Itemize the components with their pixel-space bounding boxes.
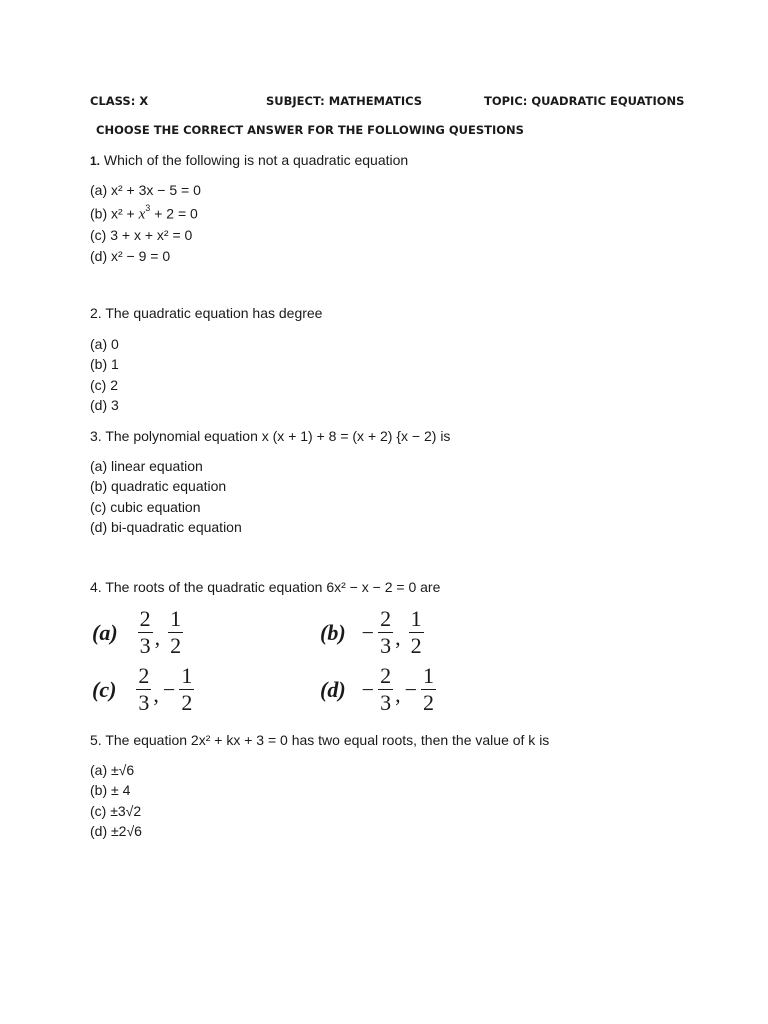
subject-label: SUBJECT: MATHEMATICS — [266, 94, 423, 108]
class-label: CLASS: X — [90, 94, 149, 108]
option-4c-comma: , — [153, 681, 159, 707]
option-4c — [92, 665, 195, 714]
option-4d-comma: , — [395, 681, 401, 707]
option-4b-den-2: 2 — [410, 633, 422, 658]
option-4a-comma: , — [154, 624, 161, 650]
option-4b-den-1: 3 — [380, 633, 392, 658]
option-4c-sign-2: − — [162, 676, 176, 702]
question-5-options — [90, 760, 142, 841]
option-4d-den-1: 3 — [380, 690, 392, 715]
option-4d-num-1: 2 — [380, 663, 392, 688]
option-1b-var: x — [138, 206, 146, 223]
option-5b: (b) ± 4 — [90, 782, 131, 799]
option-4c-num-1: 2 — [138, 663, 150, 688]
option-4b-label: (b) — [320, 619, 346, 645]
question-1-options — [90, 180, 201, 266]
option-4c-fraction-1 — [136, 665, 151, 714]
option-4d-sign-1: − — [361, 676, 375, 702]
option-4a-den-1: 3 — [139, 633, 151, 658]
option-1b-suffix: + 2 = 0 — [150, 205, 198, 222]
option-4a-fraction-2 — [168, 608, 183, 657]
question-2-text: 2. The quadratic equation has degree — [90, 305, 323, 321]
option-1b-prefix: (b) x² + — [90, 205, 139, 222]
option-5c: (c) ±3√2 — [90, 802, 142, 819]
option-4a-num-2: 1 — [170, 606, 182, 631]
option-4a-fraction-1 — [138, 608, 153, 657]
topic-label: TOPIC: QUADRATIC EQUATIONS — [484, 94, 685, 108]
option-5a: (a) ±√6 — [90, 762, 135, 778]
option-4d-label: (d) — [320, 676, 346, 702]
option-2c: (c) 2 — [90, 376, 118, 393]
question-5-text: 5. The equation 2x² + kx + 3 = 0 has two equal roots, then the value of k is — [90, 732, 550, 748]
option-4b-sign-1: − — [361, 619, 375, 645]
option-4b-comma: , — [395, 624, 401, 650]
question-4-text: 4. The roots of the quadratic equation 6x² − x − 2 = 0 are — [90, 579, 441, 595]
instruction-heading: CHOOSE THE CORRECT ANSWER FOR THE FOLLOWING QUESTIONS — [96, 123, 524, 137]
option-4a-label: (a) — [92, 619, 118, 645]
option-3c: (c) cubic equation — [90, 498, 201, 515]
option-4a — [92, 608, 184, 657]
option-2b: (b) 1 — [90, 356, 119, 373]
option-4c-num-2: 1 — [181, 663, 193, 688]
question-2-options — [90, 334, 119, 415]
option-3b: (b) quadratic equation — [90, 478, 227, 495]
option-4b — [320, 608, 425, 657]
option-4d-fraction-1 — [378, 665, 393, 714]
option-4c-fraction-2 — [179, 665, 194, 714]
option-4b-num-1: 2 — [380, 606, 392, 631]
option-3d: (d) bi-quadratic equation — [90, 518, 242, 535]
question-3-options — [90, 456, 242, 537]
question-1-text: Which of the following is not a quadratic equation — [103, 152, 409, 168]
option-4c-label: (c) — [92, 676, 117, 702]
option-1b-exponent: 3 — [145, 203, 151, 214]
option-2a: (a) 0 — [90, 336, 119, 352]
option-4b-num-2: 1 — [410, 606, 422, 631]
option-4a-num-1: 2 — [139, 606, 151, 631]
option-1c: (c) 3 + x + x² = 0 — [90, 227, 193, 244]
option-4d-den-2: 2 — [423, 690, 434, 715]
option-4d — [320, 665, 437, 714]
option-4c-den-1: 3 — [138, 690, 150, 715]
option-4c-den-2: 2 — [181, 690, 193, 715]
option-4b-fraction-1 — [378, 608, 393, 657]
option-3a: (a) linear equation — [90, 458, 203, 474]
question-1 — [90, 150, 408, 171]
option-2d: (d) 3 — [90, 396, 119, 413]
option-4d-num-2: 1 — [423, 663, 434, 688]
option-1d: (d) x² − 9 = 0 — [90, 247, 171, 264]
option-4a-den-2: 2 — [170, 633, 182, 658]
option-4b-fraction-2 — [409, 608, 424, 657]
option-1b — [90, 200, 201, 225]
question-1-number: 1. — [90, 154, 101, 168]
option-1a: (a) x² + 3x − 5 = 0 — [90, 182, 201, 198]
option-5d: (d) ±2√6 — [90, 822, 142, 839]
option-4d-sign-2: − — [404, 676, 417, 702]
option-4d-fraction-2 — [421, 665, 436, 714]
question-3-text: 3. The polynomial equation x (x + 1) + 8 = (x + 2) {x − 2) is — [90, 428, 451, 444]
